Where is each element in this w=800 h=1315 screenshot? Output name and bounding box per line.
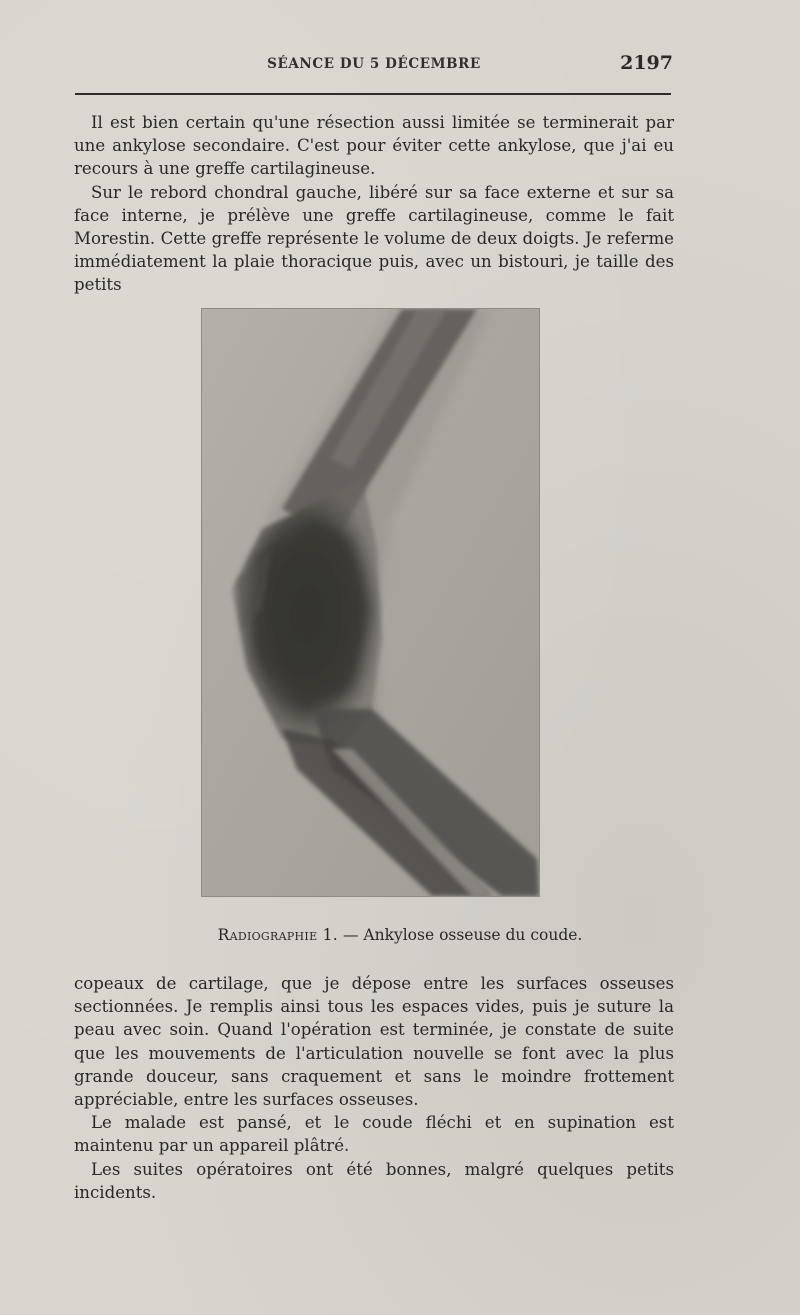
body-text-top — [74, 111, 674, 297]
page-number: 2197 — [620, 52, 673, 74]
caption-label: Radiographie 1. — [217, 926, 339, 944]
paragraph: Sur le rebord chondral gauche, libéré sur sa face externe et sur sa face interne, je prélève une greffe cartilagineuse, comme le fait Morestin. Cette greffe représente le volume de deux doigts. Je referme immédiatement la plaie thoracique puis, avec un bistouri, je taille des petits — [74, 182, 674, 295]
header-rule — [75, 93, 671, 95]
caption-text: — Ankylose osseuse du coude. — [342, 926, 583, 944]
paragraph: Il est bien certain qu'une résection aussi limitée se terminerait par une ankylose secondaire. C'est pour éviter cette ankylose, que j'ai eu recours à une greffe cartilagineuse. — [74, 113, 674, 179]
figure-caption — [0, 926, 800, 944]
paragraph: Les suites opératoires ont été bonnes, malgré quelques petits incidents. — [74, 1159, 674, 1202]
radiograph-figure — [202, 309, 539, 896]
paragraph-continuation: copeaux de cartilage, que je dépose entre les surfaces osseuses sectionnées. Je remplis ainsi tous les espaces vides, puis je suture la peau avec soin. Quand l'opération est terminée, je constate de suite que les mouvements de l'articulation nouvelle se font avec la plus grande douceur, sans craquement et sans le moindre frottement appréciable, entre les surfaces osseuses. — [74, 974, 674, 1110]
paragraph: Le malade est pansé, et le coude fléchi et en supination est maintenu par un appareil plâtré. — [74, 1113, 674, 1156]
body-text-bottom — [74, 972, 674, 1204]
running-title: SÉANCE DU 5 DÉCEMBRE — [267, 56, 481, 72]
page-header — [75, 52, 673, 82]
elbow-radiograph-image — [202, 309, 539, 896]
